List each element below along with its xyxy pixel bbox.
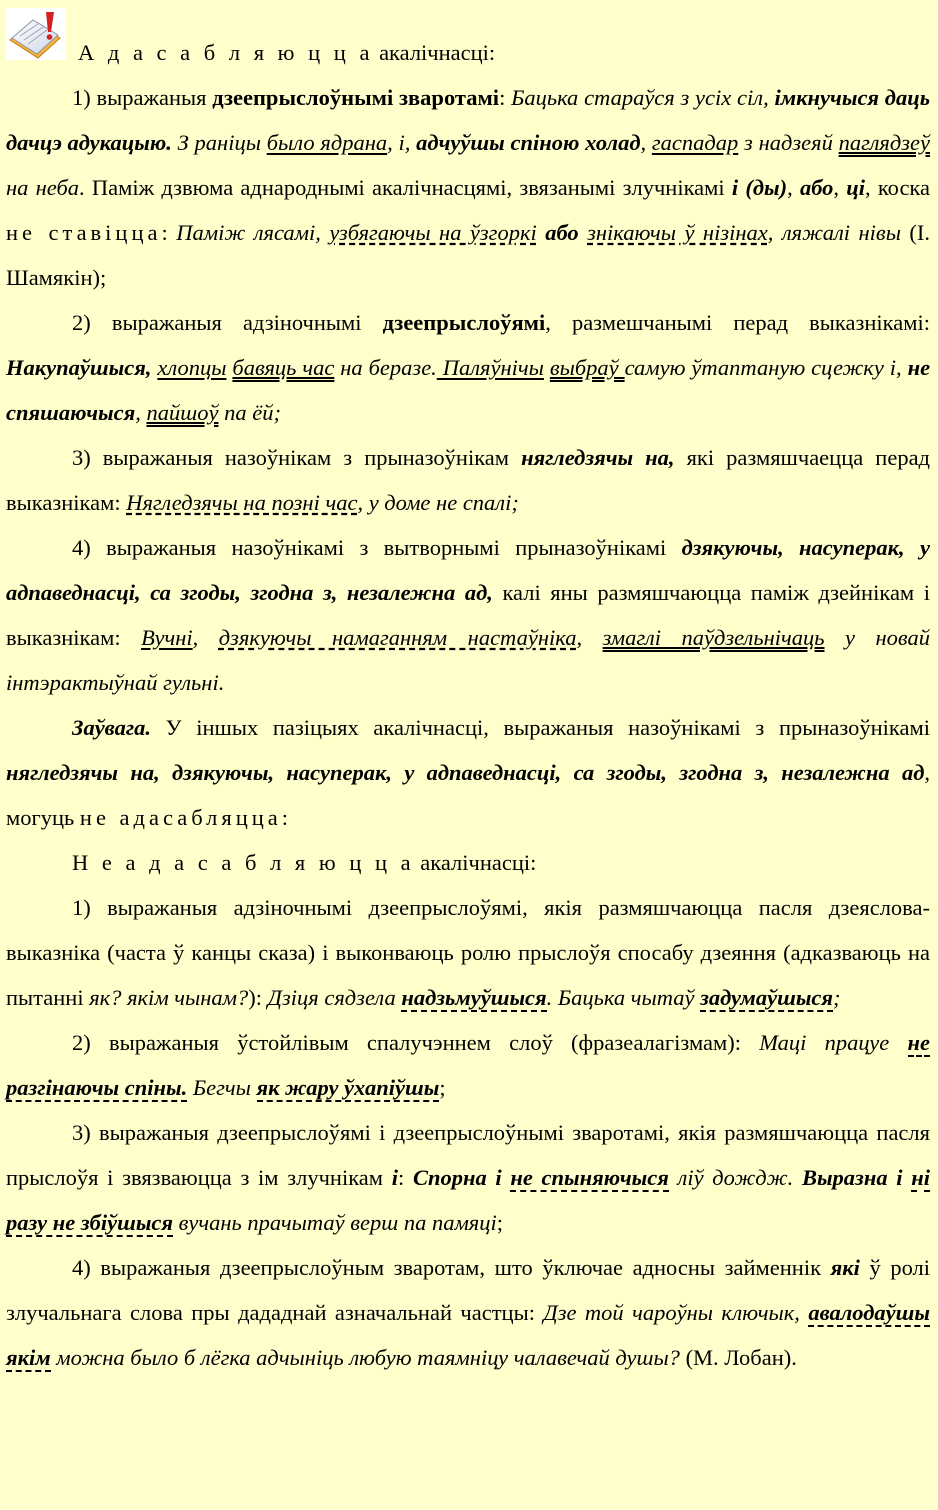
example: Бацька стараўся з усіх сіл, (511, 85, 775, 110)
example-adverbial: дзякуючы намаганням настаўніка (218, 625, 577, 650)
example: у новай інтэрактыўнай гульні. (6, 625, 931, 695)
example (579, 220, 587, 245)
preposition-list: нягледзячы на, дзякуючы, насуперак, у адпаведнасці, са згоды, згодна з, незалежна ад (6, 760, 925, 785)
example: , у доме не спалі; (357, 490, 519, 515)
example-predicate: бавяць час (232, 355, 335, 380)
text: калі яны размяшчаюцца паміж дзейнікам і выказнікам: (6, 580, 930, 650)
text: ; (496, 1210, 504, 1235)
spaced-term: А д а с а б л я ю ц ц а (78, 40, 374, 65)
pronoun: які (830, 1255, 860, 1280)
text: , могуць (6, 760, 930, 830)
paragraph-8 (6, 1245, 930, 1380)
text: : (499, 85, 512, 110)
paragraph-3 (6, 435, 930, 525)
example-subject: Паляўнічы (436, 355, 544, 380)
text: акалічнасці: (373, 40, 496, 65)
example-subject: хлопцы (157, 355, 227, 380)
note-label: Заўвага. (72, 715, 152, 740)
example-subject: Вучні (141, 625, 193, 650)
text: які размяшчаецца перад выказнікам: (6, 445, 930, 515)
example-predicate: пайшоў (146, 400, 219, 425)
paragraph-note (6, 705, 930, 840)
example-adverbial: Нягледзячы на позні час (126, 490, 358, 515)
conjunction: і (ды) (731, 175, 788, 200)
example-predicate: выбраў (549, 355, 625, 380)
example: на неба (6, 175, 80, 200)
text: акалічнасці: (414, 850, 537, 875)
example: , (640, 130, 652, 155)
text: ў ролі злучальнага слова пры дададнай азначальнай частцы: (6, 1255, 931, 1325)
example: , ляжалі нівы (767, 220, 901, 245)
example: Паміж лясамі, (176, 220, 330, 245)
example: Дзіця сядзела (267, 985, 402, 1010)
example: , і, (387, 130, 417, 155)
example: на беразе. (334, 355, 437, 380)
conjunction: і (391, 1165, 398, 1190)
example: З раніцы (171, 130, 267, 155)
example: Маці працуе (759, 1030, 908, 1055)
preposition-list: дзякуючы, насуперак, у адпаведнасці, са згоды, згодна з, незалежна ад, (6, 535, 930, 605)
text: 1) выражаныя адзіночнымі дзеепрыслоўямі, якія размяшчаюцца пасля дзеяслова-выказніка (часта ў канцы сказа) і выконваюць ролю прыслоўя спосабу дзеяння (адказваюць на пытанні (6, 895, 930, 1010)
paragraph-2 (6, 300, 930, 435)
example-adverbial: ні разу не збіўшыся (6, 1165, 930, 1235)
example: Дзе той чароўны ключык, (543, 1300, 809, 1325)
example-adverbial: як жару ўхапіўшы (256, 1075, 440, 1100)
conjunction: або (545, 220, 579, 245)
example: па ёй; (218, 400, 281, 425)
example: самую ўтаптаную сцежку і, (624, 355, 908, 380)
text: , (833, 175, 847, 200)
example-adverbial: не спыняючыся (510, 1165, 669, 1190)
example-bold: не спяшаючыся (6, 355, 931, 425)
example: . Бацька чытаў (546, 985, 701, 1010)
text: 2) выражаныя адзіночнымі (72, 310, 383, 335)
term: дзеепрыслоўямі (382, 310, 546, 335)
term: дзеепрыслоўнымі зваротамі (212, 85, 500, 110)
paragraph-5 (6, 885, 930, 1020)
text: 3) выражаныя назоўнікам з прыназоўнікам (72, 445, 522, 470)
example: можна было б лёгка адчыніць любую таямніцу чалавечай душы? (50, 1345, 680, 1370)
paragraph-6 (6, 1020, 930, 1110)
example: ; (833, 985, 841, 1010)
example-bold: адчуўшы спіною холад (416, 130, 641, 155)
example-predicate: змаглі паўдзельнічаць (602, 625, 825, 650)
spaced-term: не адасабляцца (79, 805, 282, 830)
example-bold: Выразна і (801, 1165, 912, 1190)
example: , (576, 625, 603, 650)
text: (І. Шамякін); (6, 220, 930, 290)
text: : (161, 220, 177, 245)
document-body (6, 30, 930, 1380)
text: : (397, 1165, 413, 1190)
example-adverbial: не разгінаючы спіны. (6, 1030, 930, 1100)
text: , коска (865, 175, 931, 200)
text: , размешчанымі перад выказнікамі: (545, 310, 930, 335)
example (537, 220, 545, 245)
example: з надзеяй (738, 130, 839, 155)
example-adverbial: надзьмуўшыся (401, 985, 547, 1010)
conjunction: або (799, 175, 834, 200)
example-bold: Спорна і (412, 1165, 511, 1190)
example: , (135, 400, 147, 425)
example-subject: гаспадар (651, 130, 739, 155)
example-adverbial: задумаўшыся (700, 985, 834, 1010)
example-predicate: было ядрана (266, 130, 388, 155)
text: 2) выражаныя ўстойлівым спалучэннем слоў (фразеалагізмам): (72, 1030, 760, 1055)
example-adverbial: знікаючы ў нізінах (587, 220, 768, 245)
question: як? якім чынам? (89, 985, 249, 1010)
text: У іншых пазіцыях акалічнасці, выражаныя назоўнікамі з прыназоўнікамі (151, 715, 930, 740)
spaced-term: Н е а д а с а б л я ю ц ц а (72, 850, 415, 875)
text: ): (248, 985, 268, 1010)
example-predicate: паглядзеў (838, 130, 930, 155)
example-bold: імкнучыся даць дачцэ адукацыю. (6, 85, 930, 155)
text: ; (439, 1075, 446, 1100)
preposition: нягледзячы на, (521, 445, 675, 470)
example: вучань прачытаў верш па памяці (173, 1210, 497, 1235)
text: , (787, 175, 800, 200)
text: . Паміж дзвюма аднароднымі акалічнасцямі, звязанымі злучнікамі (79, 175, 732, 200)
paragraph-7 (6, 1110, 930, 1245)
text: 4) выражаныя дзеепрыслоўным зваротам, што ўключае адносны займеннік (72, 1255, 831, 1280)
example-bold: Накупаўшыся, (6, 355, 152, 380)
text: 1) выражаныя (72, 85, 213, 110)
text: : (281, 805, 289, 830)
conjunction: ці (846, 175, 865, 200)
example: ліў дождж. (668, 1165, 802, 1190)
paragraph-1 (6, 75, 930, 300)
spaced-term: не ставіцца (6, 220, 162, 245)
example-adverbial: узбягаючы на ўзгоркі (329, 220, 537, 245)
example: Бегчы (187, 1075, 257, 1100)
paragraph-4 (6, 525, 930, 705)
paragraph-intro-not-isolated (6, 840, 930, 885)
text: 4) выражаныя назоўнікамі з вытворнымі прыназоўнікамі (72, 535, 682, 560)
text: 3) выражаныя дзеепрыслоўямі і дзеепрыслоўнымі зваротамі, якія размяшчаюцца пасля прыслоўя і звязваюцца з ім злучнікам (6, 1120, 930, 1190)
example: , (192, 625, 219, 650)
paragraph-intro-isolated (6, 30, 930, 75)
text: (М. Лобан). (679, 1345, 797, 1370)
example-adverbial: авалодаўшы якім (6, 1300, 930, 1370)
